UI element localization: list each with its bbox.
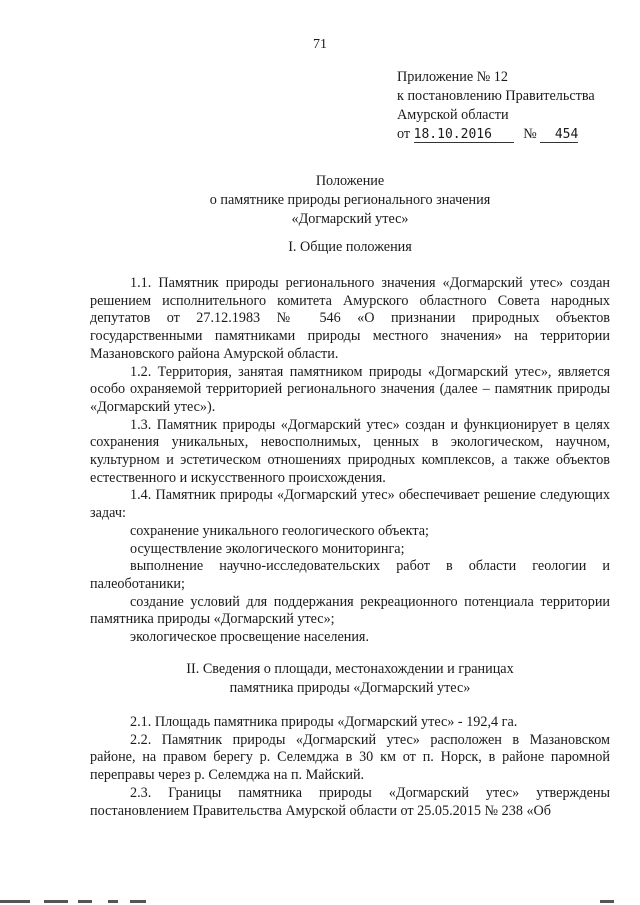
page-number: 71	[313, 37, 327, 52]
scan-footer-marks	[0, 897, 640, 905]
date-prefix: от	[397, 126, 411, 142]
appendix-date-line	[397, 125, 637, 144]
section-2-body	[90, 714, 610, 820]
task-item: создание условий для поддержания рекреационного потенциала территории памятника природы «Догмарский утес»;	[90, 593, 610, 628]
paragraph-1-4: 1.4. Памятник природы «Догмарский утес» обеспечивает решение следующих задач:	[90, 487, 610, 522]
section-1-heading: I. Общие положения	[288, 239, 412, 255]
resolution-number: 454	[540, 127, 578, 143]
paragraph-1-2: 1.2. Территория, занятая памятником природы «Догмарский утес», является особо охраняемой территорией регионального значения (далее – памятник природы «Догмарский утес»).	[90, 363, 610, 415]
task-item: осуществление экологического мониторинга;	[130, 540, 405, 557]
section-2-heading-line-1: II. Сведения о площади, местонахождении и границах	[186, 661, 514, 677]
paragraph-2-3: 2.3. Границы памятника природы «Догмарский утес» утверждены постановлением Правительства Амурской области от 25.05.2015 № 238 «Об	[90, 784, 610, 819]
task-item: сохранение уникального геологического объекта;	[130, 522, 429, 539]
section-2-heading-line-2: памятника природы «Догмарский утес»	[229, 680, 471, 696]
document-title	[90, 172, 610, 229]
number-prefix: №	[523, 126, 537, 142]
appendix-header	[397, 68, 637, 144]
paragraph-2-2: 2.2. Памятник природы «Догмарский утес» расположен в Мазановском районе, на правом берегу р. Селемджа в 30 км от п. Норск, в районе паромной переправы через р. Селемджа на п. Майский.	[90, 731, 610, 784]
appendix-region: Амурской области	[397, 107, 509, 123]
task-item: экологическое просвещение населения.	[130, 629, 370, 646]
appendix-resolution: к постановлению Правительства	[397, 88, 595, 104]
paragraph-2-1: 2.1. Площадь памятника природы «Догмарский утес» - 192,4 га.	[130, 714, 518, 730]
paragraph-1-1: 1.1. Памятник природы регионального значения «Догмарский утес» создан решением исполнительного комитета Амурского областного Совета народных депутатов от 27.12.1983 № 546 «О признании природных объектов государственными памятниками природы местного значения» на территории Мазановского района Амурской области.	[90, 275, 610, 362]
title-line-2: о памятнике природы регионального значения	[209, 192, 491, 208]
section-2-heading	[90, 660, 610, 698]
section-1-body	[90, 275, 610, 647]
paragraph-1-3: 1.3. Памятник природы «Догмарский утес» создан и функционирует в целях сохранения уникальных, невосполнимых, ценных в экологическом, научном, культурном и эстетическом отношениях природных комплексов, а также объектов естественного и искусственного происхождения.	[90, 416, 610, 486]
task-item: выполнение научно-исследовательских работ в области геологии и палеоботаники;	[90, 558, 610, 592]
title-line-1: Положение	[315, 173, 385, 189]
title-line-3: «Догмарский утес»	[291, 211, 409, 227]
appendix-label: Приложение № 12	[397, 69, 508, 85]
resolution-date: 18.10.2016	[414, 127, 514, 143]
